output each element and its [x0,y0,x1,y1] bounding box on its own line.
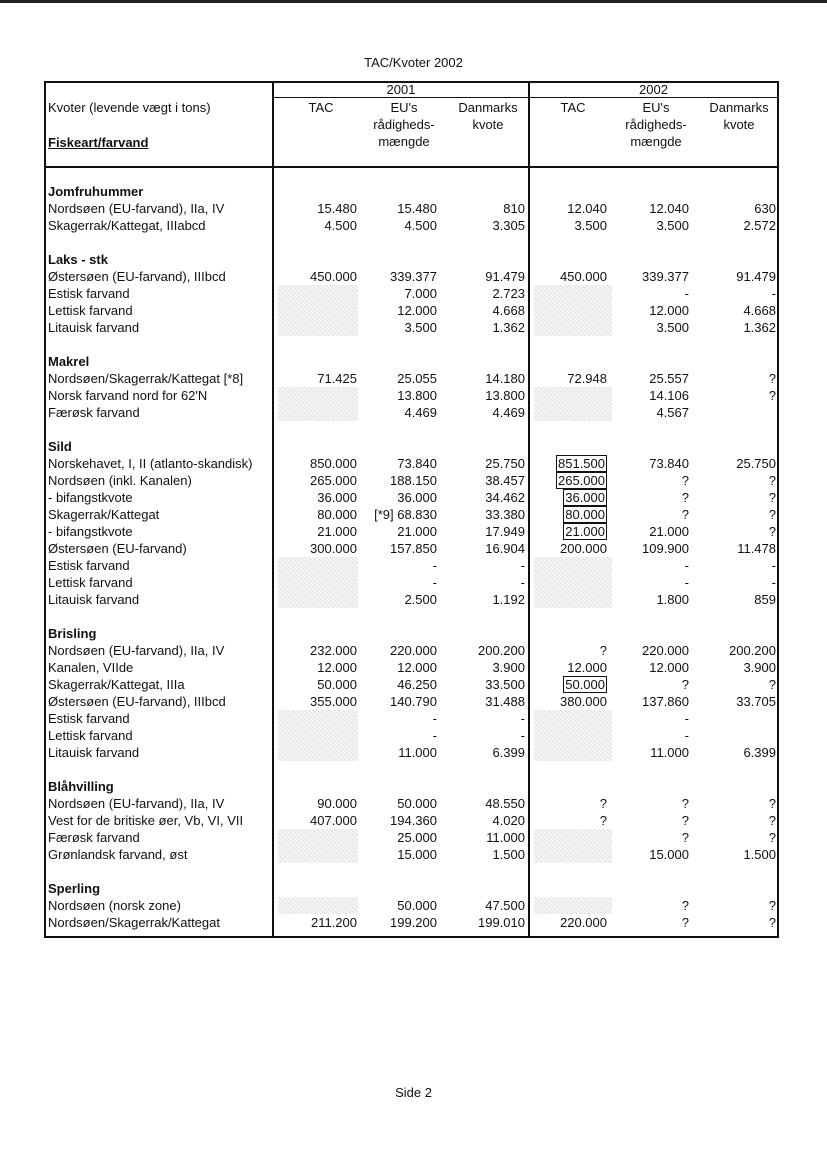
top-border-line [0,0,827,3]
dk-2002-cell: 859 [754,592,776,607]
eu-2002-cell: 137.860 [642,694,689,709]
dk-2002-cell: ? [768,490,776,505]
tac-2001-cell: 4.500 [324,218,357,233]
row-label: Estisk farvand [48,286,130,301]
eu-2001-cell: 7.000 [404,286,437,301]
eu-2002-cell: 3.500 [656,320,689,335]
year-2002-header: 2002 [530,83,777,98]
tac-2001-cell: 300.000 [310,541,357,556]
tac-2002-cell: 3.500 [574,218,607,233]
eu-2002-cell: - [684,711,689,726]
row-label: Norsk farvand nord for 62'N [48,388,208,403]
eu-2002-cell: - [684,286,689,301]
eu-2002-cell: 12.000 [649,303,689,318]
eu-2001-cell: 36.000 [397,490,437,505]
row-label: Lettisk farvand [48,303,133,318]
row-label: Nordsøen (EU-farvand), IIa, IV [48,201,225,216]
eu-2002-cell: 73.840 [649,456,689,471]
dk-2002-cell: 630 [754,201,776,216]
section-title: Sperling [48,881,101,896]
eu-2001-cell: 140.790 [390,694,437,709]
dk-label-2: kvote [472,117,504,132]
table-row [46,795,777,812]
eu-2001-header [364,99,444,150]
shaded-cell [534,829,612,846]
shaded-cell [278,744,358,761]
eu-2001-cell: 4.469 [404,405,437,420]
row-label: Litauisk farvand [48,592,140,607]
row-label: - bifangstkvote [48,490,133,505]
dk-2001-cell: 91.479 [485,269,525,284]
eu-2001-cell: 12.000 [397,660,437,675]
shaded-cell [534,591,612,608]
table-row [46,506,777,523]
section-header [46,353,777,370]
table-row [46,285,777,302]
dk-2001-cell: 3.900 [492,660,525,675]
dk-label-1: Danmarks [709,100,769,115]
eu-2001-cell: 3.500 [404,320,437,335]
table-row [46,744,777,761]
dk-2002-cell: 1.362 [743,320,776,335]
row-label: Østersøen (EU-farvand), IIIbcd [48,269,226,284]
eu-2001-cell: 2.500 [404,592,437,607]
dk-2002-cell: 3.900 [743,660,776,675]
tac-2001-cell: 211.200 [310,915,357,930]
eu-label-1: EU's [390,100,418,115]
page-title: TAC/Kvoter 2002 [364,55,463,70]
tac-2001-cell: 265.000 [310,473,357,488]
section-title: Blåhvilling [48,779,114,794]
shaded-cell [534,727,612,744]
dk-2001-cell: 4.020 [492,813,525,828]
section-header [46,625,777,642]
eu-2001-cell: 25.055 [397,371,437,386]
dk-2001-cell: 1.500 [492,847,525,862]
tac-2002-cell: 12.040 [567,201,607,216]
tac-2001-cell: 71.425 [317,371,357,386]
tac-2002-cell: ? [599,813,607,828]
eu-2001-cell: - [432,558,437,573]
tac-2002-cell: 12.000 [567,660,607,675]
dk-2001-cell: 1.192 [492,592,525,607]
eu-2001-cell: 11.000 [398,745,437,760]
eu-2001-cell: 15.000 [397,847,437,862]
quota-table [44,81,779,938]
dk-2001-cell: 33.500 [485,677,525,692]
shaded-cell [534,387,612,404]
shaded-cell [278,404,358,421]
dk-label-2: kvote [723,117,755,132]
row-label: Vest for de britiske øer, Vb, VI, VII [48,813,244,828]
dk-2002-cell: 91.479 [736,269,776,284]
dk-2001-cell: 200.200 [478,643,525,658]
table-row [46,489,777,506]
shaded-cell [534,897,612,914]
tac-2001-cell: 355.000 [310,694,357,709]
eu-2002-cell: 21.000 [649,524,689,539]
dk-2001-cell: 2.723 [492,286,525,301]
eu-2002-cell: 339.377 [642,269,689,284]
tac-2001-cell: 50.000 [317,677,357,692]
table-row [46,557,777,574]
dk-2002-cell: ? [768,371,776,386]
dk-2001-header [448,99,528,133]
dk-2001-cell: 31.488 [485,694,525,709]
row-label: Nordsøen/Skagerrak/Kattegat [*8] [48,371,244,386]
year-2001-header: 2001 [274,83,528,98]
shaded-cell [534,710,612,727]
section-header [46,778,777,795]
dk-2002-cell: ? [768,388,776,403]
eu-2002-cell: 14.106 [649,388,689,403]
dk-2001-cell: 33.380 [485,507,525,522]
eu-label-3: mængde [630,134,682,149]
table-row [46,302,777,319]
eu-2001-cell: 12.000 [397,303,437,318]
dk-2002-cell: ? [768,677,776,692]
eu-2001-cell: 220.000 [390,643,437,658]
dk-2001-cell: 3.305 [492,218,525,233]
tac-2002-cell: 36.000 [565,490,605,505]
section-title: Sild [48,439,72,454]
row-label: - bifangstkvote [48,524,133,539]
table-row [46,387,777,404]
dk-2001-cell: 38.457 [485,473,525,488]
row-label: Lettisk farvand [48,728,133,743]
row-label: Nordsøen (norsk zone) [48,898,181,913]
tac-2001-cell: 450.000 [310,269,357,284]
eu-2002-cell: 1.800 [656,592,689,607]
row-label: Færøsk farvand [48,830,140,845]
eu-2002-cell: 15.000 [649,847,689,862]
section-title: Makrel [48,354,90,369]
dk-2001-cell: 11.000 [486,830,525,845]
tac-2002-cell: 200.000 [560,541,607,556]
row-label: Skagerrak/Kattegat, IIIabcd [48,218,206,233]
section-title: Brisling [48,626,97,641]
row-label: Nordsøen/Skagerrak/Kattegat [48,915,220,930]
row-label: Nordsøen (EU-farvand), IIa, IV [48,796,225,811]
eu-2001-cell: 21.000 [397,524,437,539]
dk-2001-cell: 13.800 [485,388,525,403]
eu-2002-cell: 109.900 [642,541,689,556]
dk-2002-cell: ? [768,915,776,930]
row-label: Litauisk farvand [48,320,140,335]
dk-2002-header [698,99,780,133]
eu-label-2: rådigheds- [373,117,435,132]
table-row [46,472,777,489]
dk-2001-cell: - [520,711,525,726]
dk-2002-cell: - [771,575,776,590]
table-row [46,319,777,336]
shaded-cell [278,846,358,863]
dk-2001-cell: 17.949 [485,524,525,539]
shaded-cell [278,574,358,591]
tac-2001-cell: 21.000 [317,524,357,539]
dk-2002-cell: 33.705 [736,694,776,709]
shaded-cell [534,319,612,336]
dk-2001-cell: 16.904 [485,541,525,556]
table-row [46,268,777,285]
dk-2001-cell: - [520,575,525,590]
eu-2002-cell: - [684,728,689,743]
dk-2001-cell: 25.750 [485,456,525,471]
tac-2002-cell: 80.000 [565,507,605,522]
dk-2001-cell: 6.399 [492,745,525,760]
tac-2002-cell: ? [599,796,607,811]
tac-label: TAC [308,100,334,115]
eu-2001-cell: 50.000 [397,796,437,811]
table-row [46,914,777,931]
eu-label-2: rådigheds- [625,117,687,132]
dk-label-1: Danmarks [458,100,518,115]
eu-2002-cell: 4.567 [656,405,689,420]
eu-2002-cell: ? [681,915,689,930]
eu-label-3: mængde [378,134,430,149]
dk-2002-cell: ? [768,507,776,522]
tac-label: TAC [560,100,586,115]
eu-2001-cell: 46.250 [397,677,437,692]
row-label: Østersøen (EU-farvand), IIIbcd [48,694,226,709]
eu-2001-cell: - [432,575,437,590]
eu-2001-cell: 25.000 [397,830,437,845]
tac-2001-header [286,99,356,116]
shaded-cell [534,285,612,302]
dk-2001-cell: 14.180 [485,371,525,386]
row-label: Litauisk farvand [48,745,140,760]
dk-2002-cell: ? [768,524,776,539]
tac-2002-cell: 21.000 [565,524,605,539]
eu-2002-cell: ? [681,830,689,845]
shaded-cell [534,557,612,574]
tac-2002-cell: 220.000 [560,915,607,930]
table-row [46,200,777,217]
eu-2001-cell: 13.800 [397,388,437,403]
tac-2001-cell: 15.480 [317,201,357,216]
table-row [46,455,777,472]
dk-2001-cell: 199.010 [478,915,525,930]
tac-2001-cell: 90.000 [317,796,357,811]
tac-2002-cell: 50.000 [565,677,605,692]
table-row [46,370,777,387]
eu-2002-cell: 220.000 [642,643,689,658]
tac-2002-cell: 851.500 [558,456,605,471]
header-separator [46,166,777,168]
shaded-cell [278,285,358,302]
eu-2002-cell: 25.557 [649,371,689,386]
shaded-cell [534,404,612,421]
shaded-cell [534,302,612,319]
species-label-header: Fiskeart/farvand [48,135,149,150]
row-label: Skagerrak/Kattegat [48,507,160,522]
eu-2001-cell: - [432,711,437,726]
eu-2001-cell: 194.360 [390,813,437,828]
table-row [46,829,777,846]
table-row [46,523,777,540]
section-header [46,880,777,897]
row-label: Norskehavet, I, II (atlanto-skandisk) [48,456,253,471]
eu-2002-cell: 12.000 [649,660,689,675]
shaded-cell [278,727,358,744]
eu-2001-cell: [*9] 68.830 [374,507,437,522]
tac-2002-cell: 450.000 [560,269,607,284]
table-row [46,574,777,591]
shaded-cell [534,846,612,863]
dk-2002-cell: - [771,558,776,573]
eu-2001-cell: 339.377 [390,269,437,284]
page-footer: Side 2 [395,1085,432,1100]
eu-2002-cell: ? [681,898,689,913]
shaded-cell [534,574,612,591]
tac-2001-cell: 850.000 [310,456,357,471]
eu-2001-cell: 73.840 [397,456,437,471]
table-row [46,404,777,421]
shaded-cell [534,744,612,761]
table-row [46,642,777,659]
section-header [46,183,777,200]
dk-2002-cell: ? [768,796,776,811]
eu-2002-cell: ? [681,813,689,828]
eu-2002-cell: - [684,575,689,590]
dk-2002-cell: 200.200 [729,643,776,658]
dk-2002-cell: ? [768,813,776,828]
eu-2001-cell: 15.480 [397,201,437,216]
section-title: Laks - stk [48,252,108,267]
eu-2001-cell: - [432,728,437,743]
tac-2002-cell: 72.948 [567,371,607,386]
eu-2002-cell: - [684,558,689,573]
shaded-cell [278,710,358,727]
dk-2001-cell: - [520,558,525,573]
shaded-cell [278,302,358,319]
row-label: Lettisk farvand [48,575,133,590]
eu-2002-cell: ? [681,490,689,505]
shaded-cell [278,591,358,608]
row-label: Estisk farvand [48,558,130,573]
section-title: Jomfruhummer [48,184,144,199]
row-label: Nordsøen (EU-farvand), IIa, IV [48,643,225,658]
section-header [46,251,777,268]
eu-label-1: EU's [642,100,670,115]
row-label: Kanalen, VIIde [48,660,134,675]
table-row [46,217,777,234]
shaded-cell [278,387,358,404]
eu-2001-cell: 4.500 [404,218,437,233]
table-row [46,591,777,608]
table-row [46,727,777,744]
tac-2001-cell: 80.000 [317,507,357,522]
tac-2002-cell: 265.000 [558,473,605,488]
shaded-cell [278,829,358,846]
eu-2002-cell: ? [681,473,689,488]
table-row [46,693,777,710]
dk-2001-cell: 4.668 [492,303,525,318]
tac-2002-header [538,99,608,116]
dk-2001-cell: 1.362 [492,320,525,335]
eu-2002-cell: ? [681,677,689,692]
row-label-header: Kvoter (levende vægt i tons) [48,100,211,115]
dk-2001-cell: 48.550 [485,796,525,811]
table-row [46,812,777,829]
dk-2002-cell: ? [768,830,776,845]
tac-2001-cell: 36.000 [317,490,357,505]
table-row [46,540,777,557]
dk-2002-cell: 2.572 [743,218,776,233]
eu-2002-cell: 3.500 [656,218,689,233]
tac-2002-cell: ? [599,643,607,658]
row-label: Nordsøen (inkl. Kanalen) [48,473,192,488]
dk-2002-cell: ? [768,898,776,913]
row-label: Østersøen (EU-farvand) [48,541,187,556]
dk-2002-cell: 4.668 [743,303,776,318]
eu-2002-cell: 11.000 [650,745,689,760]
row-label: Estisk farvand [48,711,130,726]
table-row [46,710,777,727]
shaded-cell [278,319,358,336]
table-row [46,897,777,914]
eu-2002-header [616,99,696,150]
dk-2002-cell: 11.478 [737,541,776,556]
row-label: Skagerrak/Kattegat, IIIa [48,677,185,692]
row-label: Færøsk farvand [48,405,140,420]
eu-2002-cell: 12.040 [649,201,689,216]
table-row [46,659,777,676]
dk-2001-cell: 47.500 [485,898,525,913]
dk-2001-cell: 810 [503,201,525,216]
table-row [46,676,777,693]
shaded-cell [278,897,358,914]
dk-2002-cell: - [771,286,776,301]
dk-2002-cell: ? [768,473,776,488]
eu-2002-cell: ? [681,507,689,522]
eu-2001-cell: 157.850 [390,541,437,556]
dk-2002-cell: 25.750 [736,456,776,471]
eu-2002-cell: ? [681,796,689,811]
eu-2001-cell: 188.150 [390,473,437,488]
eu-2001-cell: 50.000 [397,898,437,913]
dk-2001-cell: 34.462 [485,490,525,505]
table-row [46,846,777,863]
dk-2001-cell: - [520,728,525,743]
section-header [46,438,777,455]
tac-2001-cell: 12.000 [317,660,357,675]
dk-2002-cell: 1.500 [743,847,776,862]
row-label: Grønlandsk farvand, øst [48,847,188,862]
tac-2002-cell: 380.000 [560,694,607,709]
dk-2002-cell: 6.399 [743,745,776,760]
shaded-cell [278,557,358,574]
eu-2001-cell: 199.200 [390,915,437,930]
dk-2001-cell: 4.469 [492,405,525,420]
tac-2001-cell: 232.000 [310,643,357,658]
tac-2001-cell: 407.000 [310,813,357,828]
